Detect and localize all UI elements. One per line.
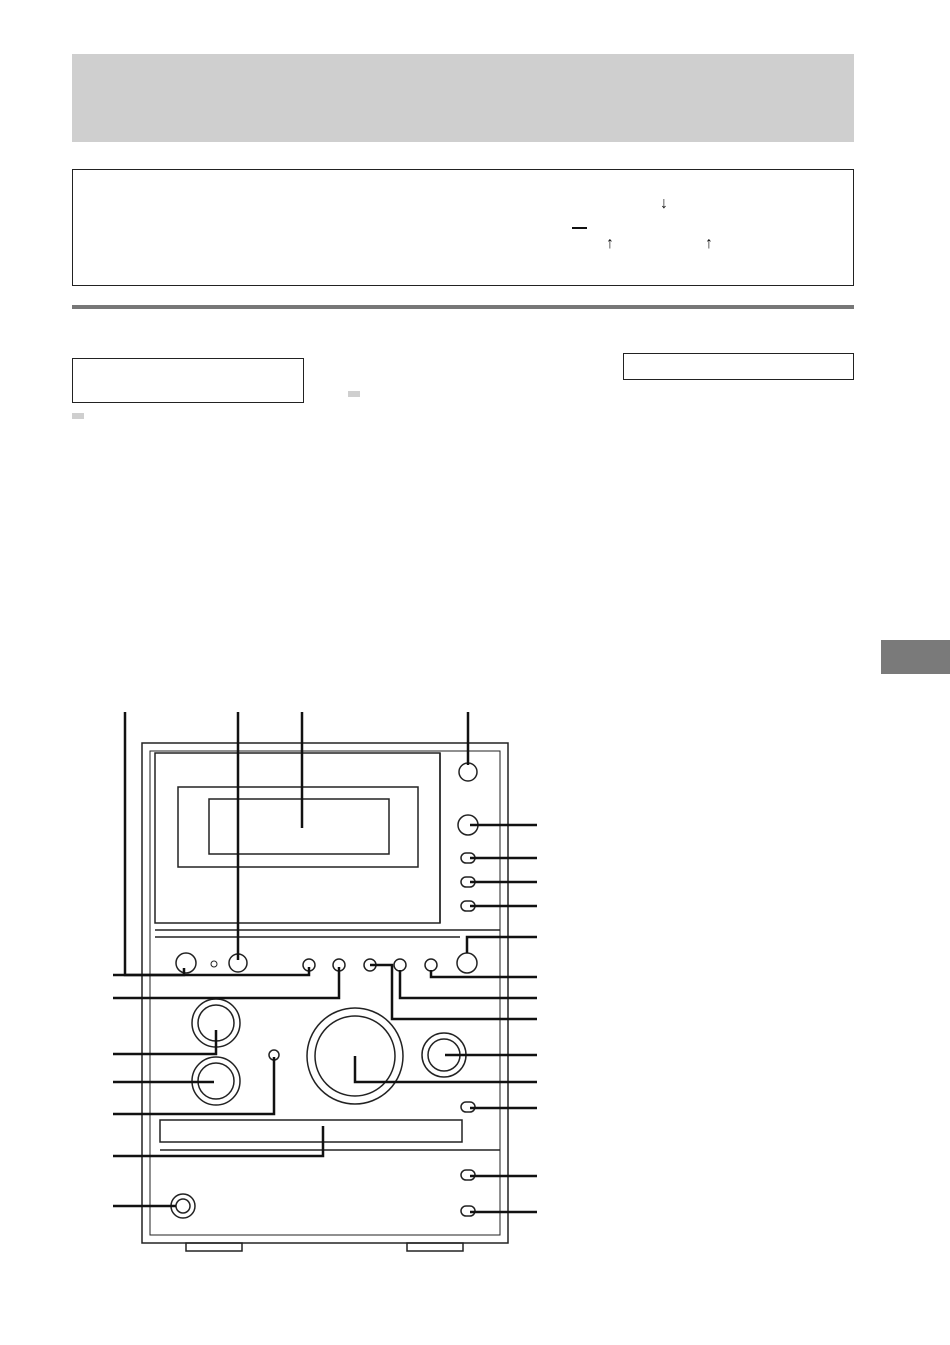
arrow-up-icon: ↑ (705, 235, 713, 252)
disc-slot (160, 1120, 462, 1142)
display-screen (209, 799, 389, 854)
arrow-up-icon: ↑ (606, 235, 614, 252)
repeat-button (394, 959, 406, 971)
example-number (572, 227, 587, 229)
device-diagram (0, 680, 950, 1260)
power-button (176, 953, 196, 973)
howto-box (72, 169, 854, 286)
cassette-door (155, 753, 440, 923)
section-divider (72, 305, 854, 309)
tape-eject-button (459, 763, 477, 781)
example-entry (572, 214, 587, 235)
symbols-label (623, 353, 854, 380)
side-tab-marker (881, 640, 950, 674)
arrow-down-icon: ↓ (660, 195, 668, 212)
function-button (425, 959, 437, 971)
ao-label (72, 413, 84, 419)
unit-outline (142, 743, 508, 1243)
title-banner (72, 54, 854, 142)
tuner-band-button (457, 953, 477, 973)
alphabetical-label (72, 358, 304, 403)
pz-label (348, 391, 360, 397)
